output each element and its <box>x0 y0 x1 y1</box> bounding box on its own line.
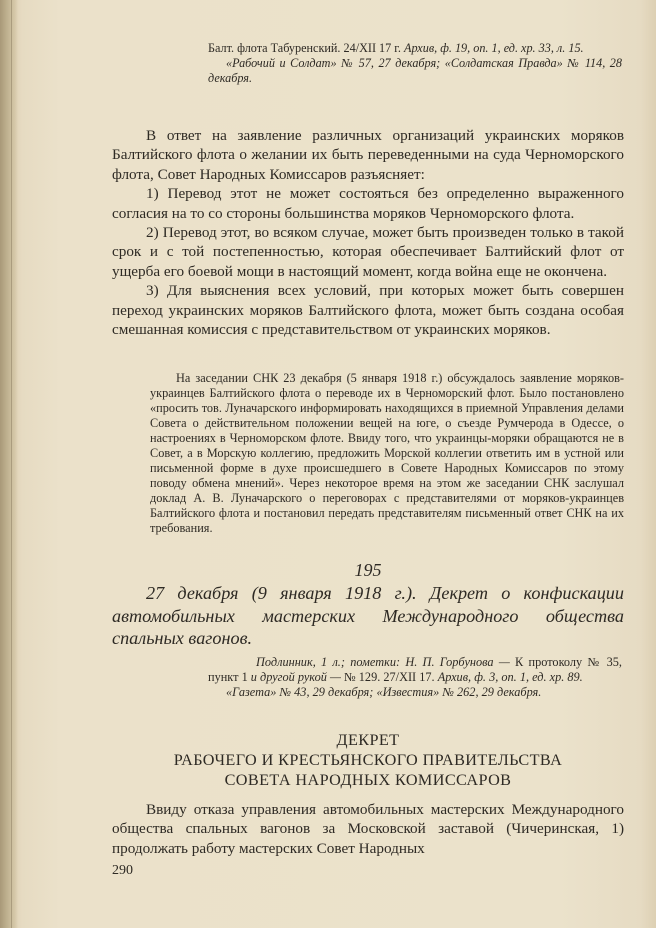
source-note-line-1 <box>208 41 622 56</box>
origin-part-e: Архив, ф. 3, оп. 1, ед. хр. 89. <box>437 670 583 684</box>
document-title <box>112 582 624 650</box>
main-text <box>112 126 624 339</box>
page-number: 290 <box>112 863 133 878</box>
document-origin-line-2: «Газета» № 43, 29 декабря; «Известия» № 262, 29 декабря. <box>226 685 542 699</box>
document-origin-line-1 <box>208 655 622 685</box>
document-title-text: 27 декабря (9 января 1918 г.). Декрет о конфискации автомобильных мастерских Международного общества спальных вагонов. <box>112 583 624 648</box>
document-origin <box>208 655 622 700</box>
decree-heading-2: РАБОЧЕГО И КРЕСТЬЯНСКОГО ПРАВИТЕЛЬСТВА <box>173 751 563 769</box>
main-paragraph-2: 2) Перевод этот, во всяком случае, может быть произведен только в такой срок и с той постепенностью, которая обеспечивает Балтийский флот от ущерба его боевой мощи в настоящий момент, когда война еще не окончена. <box>112 224 624 280</box>
main-paragraph-1: 1) Перевод этот не может состояться без определенно выраженного согласия на то со стороны большинства моряков Черноморского флота. <box>112 185 624 222</box>
page-spine-shadow <box>0 0 18 928</box>
source-note-archive: Архив, ф. 19, оп. 1, ед. хр. 33, л. 15. <box>404 41 584 55</box>
source-note <box>208 41 622 86</box>
main-paragraph-3: 3) Для выяснения всех условий, при которых может быть совершен переход украинских моряков Балтийского флота, может быть создана особая смешанная комиссия с представительством от украинских моряков. <box>112 282 624 339</box>
main-paragraph-intro: В ответ на заявление различных организаций украинских моряков Балтийского флота о желании их быть переведенными на суда Черноморского флота, Совет Народных Комиссаров разъясняет: <box>112 127 624 183</box>
editorial-note <box>150 371 624 536</box>
source-note-line-2: «Рабочий и Солдат» № 57, 27 декабря; «Солдатская Правда» № 114, 28 декабря. <box>208 56 622 85</box>
editorial-note-text: На заседании СНК 23 декабря (5 января 1918 г.) обсуждалось заявление моряков-украинцев Балтийского флота о переводе их в Черноморский флот. Было постановлено «просить тов. Луначарского информировать находящихся в приемной Управления делами Совета о действительном положении вещей на юге, о съезде Румчерода в Одессе, о настроениях в Черноморском флоте. Ввиду того, что украинцы-моряки обращаются не в Совет, а в Морскую коллегию, предложить Морской коллегии ответить им в устной или письменной форме в духе происшедшего в Совете Народных Комиссаров по этому поводу обмена мнений». Через некоторое время на этом же заседании СНК заслушал доклад А. В. Луначарского о переговорах с представителями от моряков-украинцев Балтийского флота и постановил передать представителям письменный ответ СНК на их требования. <box>150 371 624 535</box>
decree-paragraph-1: Ввиду отказа управления автомобильных мастерских Международного общества спальных вагонов за Московской заставой (Чичеринская, 1) продолжать работу мастерских Совет Народных <box>112 801 624 857</box>
decree-heading-3: СОВЕТА НАРОДНЫХ КОМИССАРОВ <box>224 771 512 789</box>
origin-part-b: К протоколу № 35, пункт 1 <box>208 655 623 684</box>
origin-part-a: Подлинник, 1 л.; пометки: Н. П. Горбунова — <box>256 655 510 669</box>
document-number: 195 <box>354 560 382 580</box>
source-note-text: Балт. флота Табуренский. 24/XII 17 г. <box>208 41 401 55</box>
origin-part-d: № 129. 27/XII 17. <box>343 670 435 684</box>
decree-heading-1: ДЕКРЕТ <box>336 731 400 749</box>
origin-part-c: и другой рукой — <box>250 670 341 684</box>
page-edge-line <box>11 0 12 928</box>
decree-text <box>112 800 624 858</box>
